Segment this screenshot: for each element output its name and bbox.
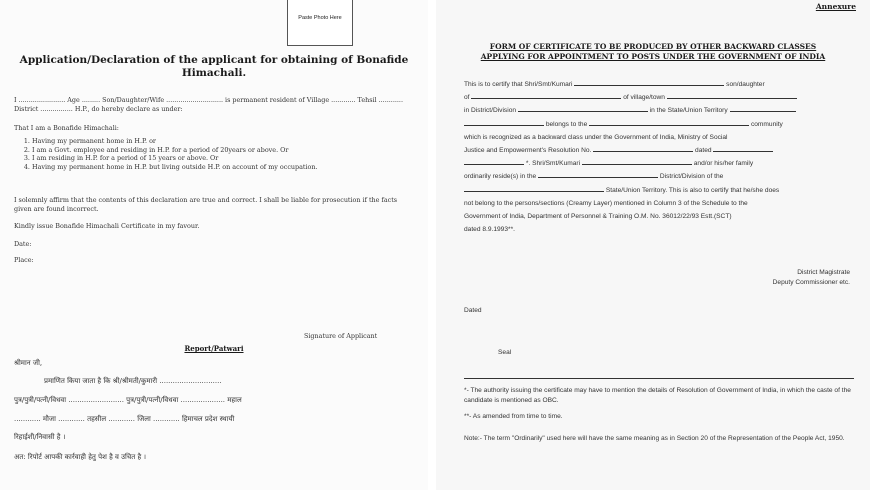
hindi-line: अत: रिपोर्ट आपकी कार्रवाही हेतु पेश है व उचित है ।	[14, 453, 147, 461]
body-line	[464, 157, 854, 170]
footnote-note: Note:- The term "Ordinarily" used here will have the same meaning as in Section 20 of the Representation of the People Act, 1950.	[464, 435, 845, 442]
that-line: That I am a Bonafide Himachali:	[14, 124, 119, 132]
body-text: of	[464, 94, 470, 102]
body-text: in District/Division	[464, 107, 517, 115]
fill-line	[593, 145, 693, 152]
body-line: not belong to the persons/sections (Creamy Layer) mentioned in Column 3 of the Schedule to the	[464, 199, 748, 207]
condition-item: 3. I am residing in H.P. for a period of 15 years or above. Or	[32, 154, 410, 163]
certificate-title-line: FORM OF CERTIFICATE TO BE PRODUCED BY OTHER BACKWARD CLASSES	[489, 42, 817, 51]
request-line: Kindly issue Bonafide Himachali Certificate in my favour.	[14, 222, 200, 230]
fill-line	[574, 79, 724, 86]
body-text: *. Shri/Smt/Kumari	[525, 160, 581, 168]
body-text: community	[750, 120, 783, 128]
condition-item: 2. I am a Govt. employee and residing in H.P. for a period of 20years or above. Or	[32, 146, 410, 155]
district-magistrate-label: District Magistrate	[797, 269, 850, 276]
date-label: Date:	[14, 240, 32, 248]
body-text: This is to certify that Shri/Smt/Kumari	[464, 81, 573, 88]
condition-item: 1. Having my permanent home in H.P. or	[32, 137, 410, 146]
photo-box	[287, 0, 353, 46]
body-text: belongs to the	[545, 120, 588, 128]
place-label: Place:	[14, 256, 34, 264]
body-line: Government of India, Department of Personnel & Training O.M. No. 36012/22/93 Estt.(SCT)	[464, 213, 732, 221]
report-title: Report/Patwari	[184, 344, 244, 353]
body-line	[464, 144, 854, 157]
intro-paragraph: I ....................... Age ......... Son/Daughter/Wife ............................ is permanent resident of Village ............ Tehsil ............ District ................ H.P., do hereby declare as under:	[14, 96, 403, 113]
body-text: District/Division of the	[659, 173, 724, 181]
footnote-2: **- As amended from time to time.	[464, 413, 563, 420]
certificate-body	[464, 78, 854, 236]
body-line: which is recognized as a backward class under the Government of India, Ministry of Social	[464, 133, 728, 141]
body-text: in the State/Union Territory	[649, 107, 728, 115]
body-line	[464, 118, 854, 131]
declaration-title: Application/Declaration of the applicant for obtaining of Bonafide Himachali.	[19, 54, 409, 79]
body-text: and/or his/her family	[693, 160, 754, 168]
affirmation-paragraph: I solemnly affirm that the contents of this declaration are true and correct. I shall be liable for prosecution if the facts given are found incorrect.	[14, 196, 398, 213]
fill-line	[730, 105, 796, 112]
seal-label: Seal	[498, 349, 512, 356]
body-line	[464, 184, 854, 197]
fill-line	[713, 145, 773, 152]
body-text: ordinarily reside(s) in the	[464, 173, 537, 181]
body-text: of village/town	[623, 94, 665, 102]
obc-certificate-document	[436, 0, 870, 490]
hindi-line: रिहाईशी/निवासी है ।	[14, 433, 66, 441]
deputy-commissioner-label: Deputy Commissioner etc.	[772, 279, 850, 286]
bonafide-declaration-document	[0, 0, 428, 490]
body-line: dated 8.9.1993**.	[464, 226, 515, 234]
fill-line	[538, 171, 658, 178]
fill-line	[464, 185, 604, 192]
body-text: State/Union Territory. This is also to certify that he/she does	[605, 186, 780, 194]
signatory-block	[773, 268, 850, 288]
hindi-line: श्रीमान जी,	[14, 359, 43, 367]
page-gap	[428, 0, 436, 490]
fill-line	[464, 158, 524, 165]
hindi-line: प्रमाणित किया जाता है कि श्री/श्रीमती/कुमारी ............................	[44, 377, 222, 385]
hindi-line: ............ मौजा ............ तहसील ............ जिला ............ हिमाचल प्रदेश स्थायी	[14, 415, 235, 423]
fill-line	[667, 92, 797, 99]
body-line	[464, 170, 854, 183]
fill-line	[518, 105, 648, 112]
body-line	[464, 78, 854, 91]
body-line	[464, 91, 854, 104]
certificate-title	[452, 42, 854, 61]
body-text: dated	[695, 147, 712, 155]
condition-item: 4. Having my permanent home in H.P. but living outside H.P. on account of my occupation.	[32, 163, 410, 172]
signature-label: Signature of Applicant	[304, 332, 378, 340]
body-line	[464, 104, 854, 117]
fill-line	[464, 119, 544, 126]
footnote-1: *- The authority issuing the certificate may have to mention the details of Resolution of Government of India, in which the caste of the candidate is mentioned as OBC.	[464, 387, 851, 404]
conditions-list	[20, 137, 410, 171]
photo-label: Paste Photo Here	[298, 15, 342, 21]
fill-line	[582, 158, 692, 165]
hindi-line: पुत्र/पुत्री/पत्नी/विधवा ......................... पुत्र/पुत्री/पत्नी/विधवा .................... महाल	[14, 396, 242, 404]
body-text: Justice and Empowerment's Resolution No.	[464, 147, 592, 155]
dated-label: Dated	[464, 307, 482, 314]
fill-line	[471, 92, 621, 99]
fill-line	[589, 119, 749, 126]
body-text: son/daughter	[726, 81, 765, 88]
divider	[464, 378, 854, 379]
certificate-title-line: APPLYING FOR APPOINTMENT TO POSTS UNDER THE GOVERNMENT OF INDIA	[480, 51, 826, 61]
annexure-heading: Annexure	[815, 2, 856, 11]
